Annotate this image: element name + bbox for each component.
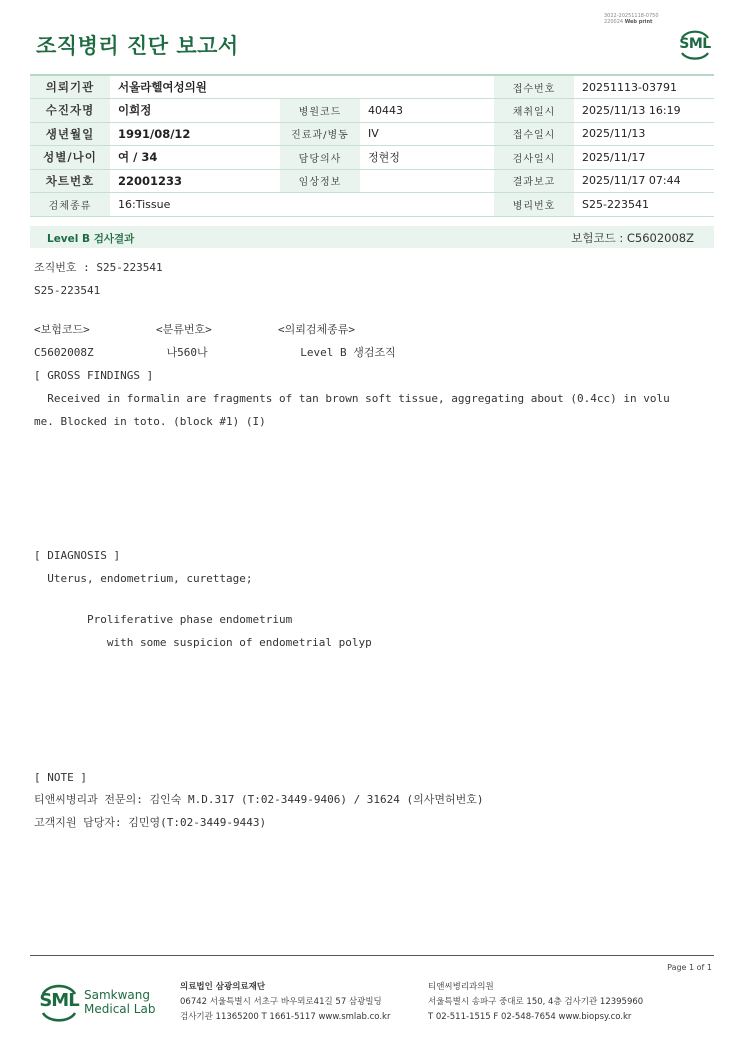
label-accession-no: 접수번호 <box>494 75 574 99</box>
label-sex-age: 성별/나이 <box>30 146 110 170</box>
page-number: Page 1 of 1 <box>667 963 712 972</box>
footer-tnc-info <box>428 980 643 1025</box>
footer-samkwang-contact: 검사기관 11365200 T 1661-5117 www.smlab.co.kr <box>180 1012 391 1022</box>
diagnosis-line: Proliferative phase endometrium <box>34 613 293 626</box>
value-chart-no: 22001233 <box>110 169 280 193</box>
patient-info-table <box>30 74 714 217</box>
label-specimen-type: 검체종류 <box>30 193 110 217</box>
value-received-date: 2025/11/13 <box>574 122 714 146</box>
footer-divider <box>30 955 714 956</box>
label-doctor: 담당의사 <box>280 146 360 170</box>
insurance-code: 보험코드 : C5602008Z <box>571 231 694 245</box>
diagnosis-line: with some suspicion of endometrial polyp <box>34 636 372 649</box>
note-line: 티앤씨병리과 전문의: 김인숙 M.D.317 (T:02-3449-9406) / 31624 (의사면허번호) <box>34 793 484 806</box>
gross-findings-line: me. Blocked in toto. (block #1) (I) <box>34 415 266 428</box>
label-birthdate: 생년월일 <box>30 122 110 146</box>
web-print-label: Web print <box>624 19 653 25</box>
value-hospital-code: 40443 <box>360 99 494 123</box>
value-doctor: 정현정 <box>360 146 494 170</box>
report-title: 조직병리 진단 보고서 <box>36 34 239 58</box>
label-collection-time: 채취일시 <box>494 99 574 123</box>
sml-logo-text: SML <box>679 36 711 52</box>
label-test-date: 검사일시 <box>494 146 574 170</box>
footer-tnc-name: 티앤씨병리과의원 <box>428 982 494 992</box>
label-patient-name: 수진자명 <box>30 99 110 123</box>
label-department: 진료과/병동 <box>280 122 360 146</box>
table-row <box>30 122 714 146</box>
print-id <box>604 13 659 25</box>
value-specimen-type: 16:Tissue <box>110 193 494 217</box>
footer-brand-line2: Medical Lab <box>84 1002 156 1016</box>
note-line: 고객지원 담당자: 김민영(T:02-3449-9443) <box>34 816 267 829</box>
result-level-bar <box>30 226 714 248</box>
code-values: C5602008Z 나560나 Level B 생검조직 <box>34 346 396 359</box>
footer-tnc-address: 서울특별시 송파구 중대로 150, 4층 검사기관 12395960 <box>428 997 644 1007</box>
footer-tnc-contact: T 02-511-1515 F 02-548-7654 www.biopsy.co.kr <box>428 1012 632 1022</box>
tissue-number: 조직번호 : S25-223541 <box>34 261 163 274</box>
diagnosis-title: [ DIAGNOSIS ] <box>34 549 121 562</box>
value-birthdate: 1991/08/12 <box>110 122 280 146</box>
print-id-line2 <box>604 19 659 25</box>
footer-samkwang-info <box>180 980 390 1025</box>
value-clinical-info <box>360 169 494 193</box>
result-level-title: Level B 검사결과 <box>47 233 135 245</box>
label-clinical-info: 임상정보 <box>280 169 360 193</box>
label-hospital-code: 병원코드 <box>280 99 360 123</box>
tissue-number-repeat: S25-223541 <box>34 284 101 297</box>
sml-logo <box>676 28 714 62</box>
footer-sml-logo <box>36 982 82 1024</box>
table-row <box>30 193 714 217</box>
table-row <box>30 146 714 170</box>
footer-samkwang-name: 의료법인 삼광의료재단 <box>180 982 266 992</box>
label-report-time: 결과보고 <box>494 169 574 193</box>
footer-logo-text: SML <box>39 990 79 1011</box>
gross-findings-line: Received in formalin are fragments of tan brown soft tissue, aggregating about (0.4cc) in volu <box>34 392 670 405</box>
value-collection-time: 2025/11/13 16:19 <box>574 99 714 123</box>
table-row <box>30 99 714 123</box>
value-patient-name: 이희정 <box>110 99 280 123</box>
diagnosis-line: Uterus, endometrium, curettage; <box>34 572 253 585</box>
table-row <box>30 75 714 99</box>
footer-brand-line1: Samkwang <box>84 988 150 1002</box>
note-title: [ NOTE ] <box>34 771 87 784</box>
table-row <box>30 169 714 193</box>
footer-samkwang-address: 06742 서울특별시 서초구 바우뫼로41길 57 삼광빌딩 <box>180 997 382 1007</box>
value-test-date: 2025/11/17 <box>574 146 714 170</box>
value-department: IV <box>360 122 494 146</box>
value-accession-no: 20251113-03791 <box>574 75 714 99</box>
label-requesting-org: 의뢰기관 <box>30 75 110 99</box>
print-id-code: 220024 <box>604 19 624 25</box>
value-sex-age: 여 / 34 <box>110 146 280 170</box>
value-report-time: 2025/11/17 07:44 <box>574 169 714 193</box>
label-chart-no: 차트번호 <box>30 169 110 193</box>
label-received-date: 접수일시 <box>494 122 574 146</box>
code-headers: <보험코드> <분류번호> <의뢰검체종류> <box>34 323 355 336</box>
value-pathology-no: S25-223541 <box>574 193 714 217</box>
footer-brand <box>84 988 155 1016</box>
print-id-line1: 3022-20251118-0750 <box>604 13 659 19</box>
label-pathology-no: 병리번호 <box>494 193 574 217</box>
value-requesting-org: 서울라헬여성의원 <box>110 75 494 99</box>
gross-findings-title: [ GROSS FINDINGS ] <box>34 369 154 382</box>
